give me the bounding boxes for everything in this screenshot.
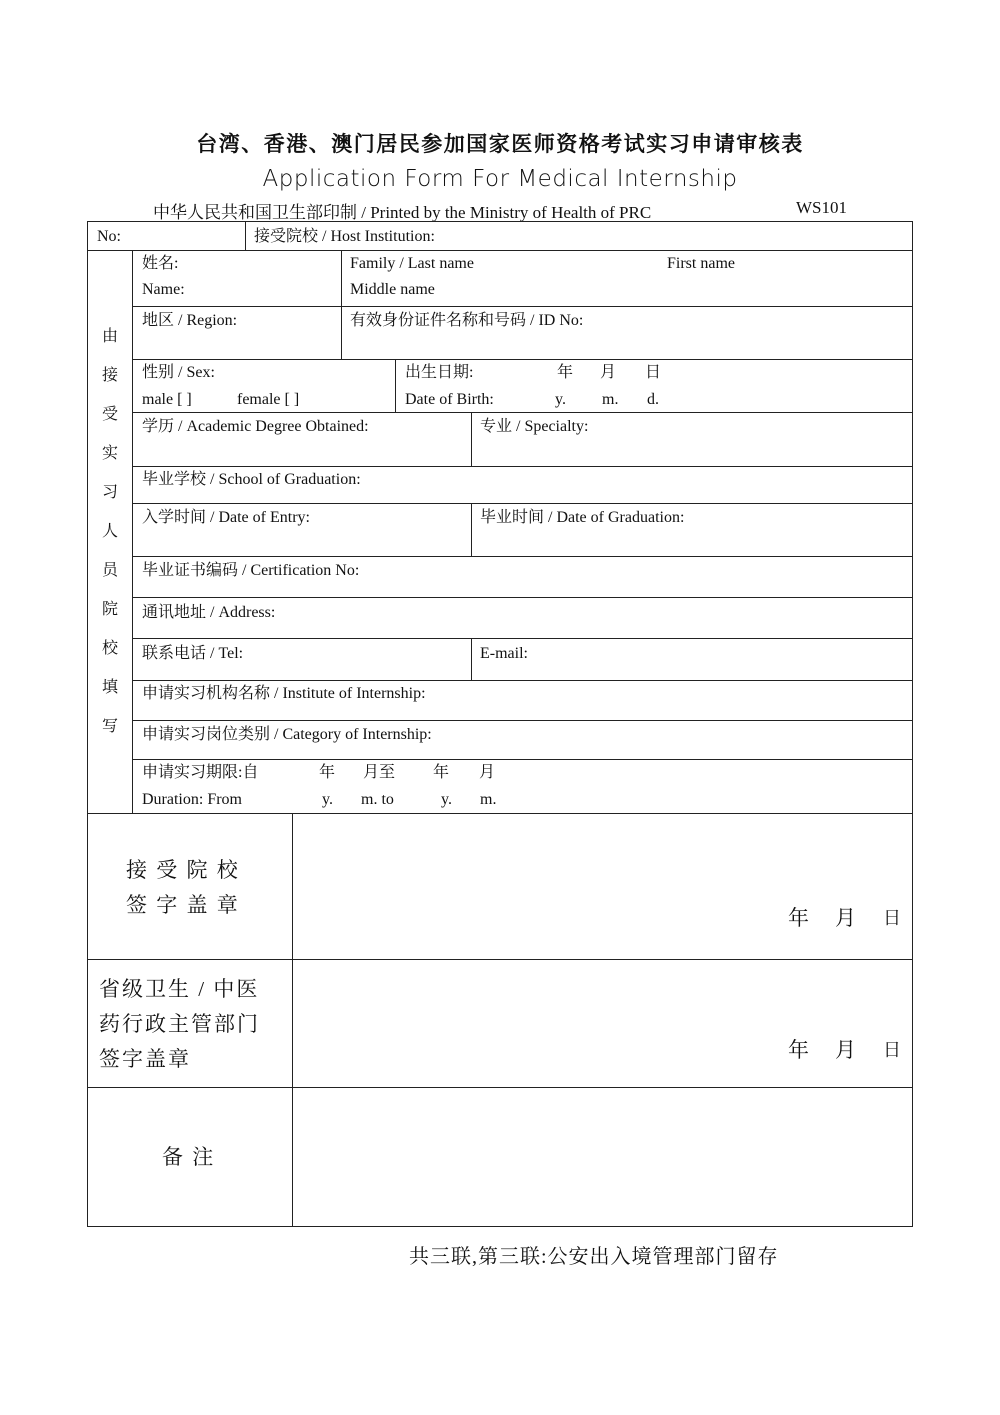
duration-cn-year2: 年 [433,764,450,781]
provincial-signature-label-line1: 省级卫生 / 中医 [99,977,260,1001]
side-label-char: 写 [101,718,118,735]
name-label-cn: 姓名: [142,255,179,272]
dob-label-en: Date of Birth: [405,391,494,408]
provincial-signature-day: 日 [883,1040,903,1060]
id-number-label: 有效身份证件名称和号码 / ID No: [350,312,584,329]
institute-of-internship-label: 申请实习机构名称 / Institute of Internship: [142,685,426,702]
academic-degree-label: 学历 / Academic Degree Obtained: [142,418,369,435]
printed-by-line: 中华人民共和国卫生部印制 / Printed by the Ministry of Health of PRC [153,203,652,222]
certification-no-label: 毕业证书编码 / Certification No: [142,562,360,579]
category-of-internship-label: 申请实习岗位类别 / Category of Internship: [142,726,432,743]
application-form-table [87,221,913,1227]
row-divider [88,813,913,814]
side-label-char: 接 [101,367,118,384]
host-signature-label-line2: 签 字 盖 章 [126,893,240,917]
column-divider [471,638,472,680]
side-label-char: 由 [101,328,118,345]
host-institution-label: 接受院校 / Host Institution: [254,228,435,245]
side-label-char: 习 [101,484,118,501]
tel-label: 联系电话 / Tel: [142,645,244,662]
dob-d: d. [647,391,659,408]
column-divider [132,250,133,813]
duration-en-m-to: m. to [361,791,394,808]
row-divider [132,680,913,681]
duration-en-y2: y. [441,791,452,808]
copy-retention-note: 共三联,第三联:公安出入境管理部门留存 [409,1246,779,1268]
column-divider [245,222,246,250]
side-label-char: 员 [101,562,118,579]
dob-m: m. [602,391,619,408]
row-divider [132,306,913,307]
first-name-label: First name [667,255,735,272]
host-signature-day: 日 [883,908,903,928]
provincial-signature-label-line2: 药行政主管部门 [99,1012,260,1036]
male-checkbox[interactable]: male [ ] [142,391,192,408]
row-divider [132,759,913,760]
dob-month-cn: 月 [600,364,617,381]
provincial-signature-label-line3: 签字盖章 [99,1047,191,1071]
side-label-char: 院 [101,601,118,618]
row-divider [132,597,913,598]
family-name-label: Family / Last name [350,255,474,272]
provincial-signature-year: 年 [788,1038,811,1062]
email-label: E-mail: [480,645,528,662]
dob-label-cn: 出生日期: [405,364,474,381]
filled-by-institution-side-label [88,250,132,813]
date-of-entry-label: 入学时间 / Date of Entry: [142,509,310,526]
duration-en-m2: m. [480,791,497,808]
row-divider [132,466,913,467]
side-label-char: 填 [101,679,118,696]
form-code: WS101 [796,198,847,217]
region-label: 地区 / Region: [142,312,238,329]
duration-cn-month-to: 月至 [363,764,396,781]
side-label-char: 校 [101,640,118,657]
middle-name-label: Middle name [350,281,435,298]
row-divider [132,556,913,557]
remarks-label: 备 注 [162,1145,216,1169]
host-signature-year: 年 [788,906,811,930]
column-divider [471,503,472,556]
duration-en-y1: y. [322,791,333,808]
dob-y: y. [555,391,566,408]
side-label-char: 受 [101,406,118,423]
duration-cn-year1: 年 [319,764,336,781]
duration-cn-month2: 月 [479,764,496,781]
no-label: No: [97,228,121,245]
form-title-english: Application Form For Medical Internship [262,166,738,192]
form-title-chinese: 台湾、香港、澳门居民参加国家医师资格考试实习申请审核表 [196,132,804,156]
row-divider [132,638,913,639]
female-checkbox[interactable]: female [ ] [237,391,300,408]
row-divider [88,959,913,960]
dob-year-cn: 年 [557,364,574,381]
sex-label: 性别 / Sex: [142,364,215,381]
row-divider [88,250,913,251]
provincial-signature-month: 月 [835,1038,858,1062]
specialty-label: 专业 / Specialty: [480,418,589,435]
column-divider [341,250,342,359]
row-divider [132,720,913,721]
side-label-char: 人 [101,523,118,540]
duration-cn-from: 申请实习期限:自 [142,764,259,781]
school-of-graduation-label: 毕业学校 / School of Graduation: [142,471,361,488]
column-divider [395,359,396,412]
side-label-char: 实 [101,445,118,462]
column-divider [471,412,472,466]
address-label: 通讯地址 / Address: [142,604,276,621]
row-divider [88,1087,913,1088]
row-divider [132,412,913,413]
host-signature-label-line1: 接 受 院 校 [126,858,240,882]
duration-en-from: Duration: From [142,791,242,808]
dob-day-cn: 日 [645,364,662,381]
row-divider [132,359,913,360]
column-divider [292,813,293,1227]
name-label-en: Name: [142,281,185,298]
host-signature-month: 月 [835,906,858,930]
row-divider [132,503,913,504]
date-of-graduation-label: 毕业时间 / Date of Graduation: [480,509,685,526]
